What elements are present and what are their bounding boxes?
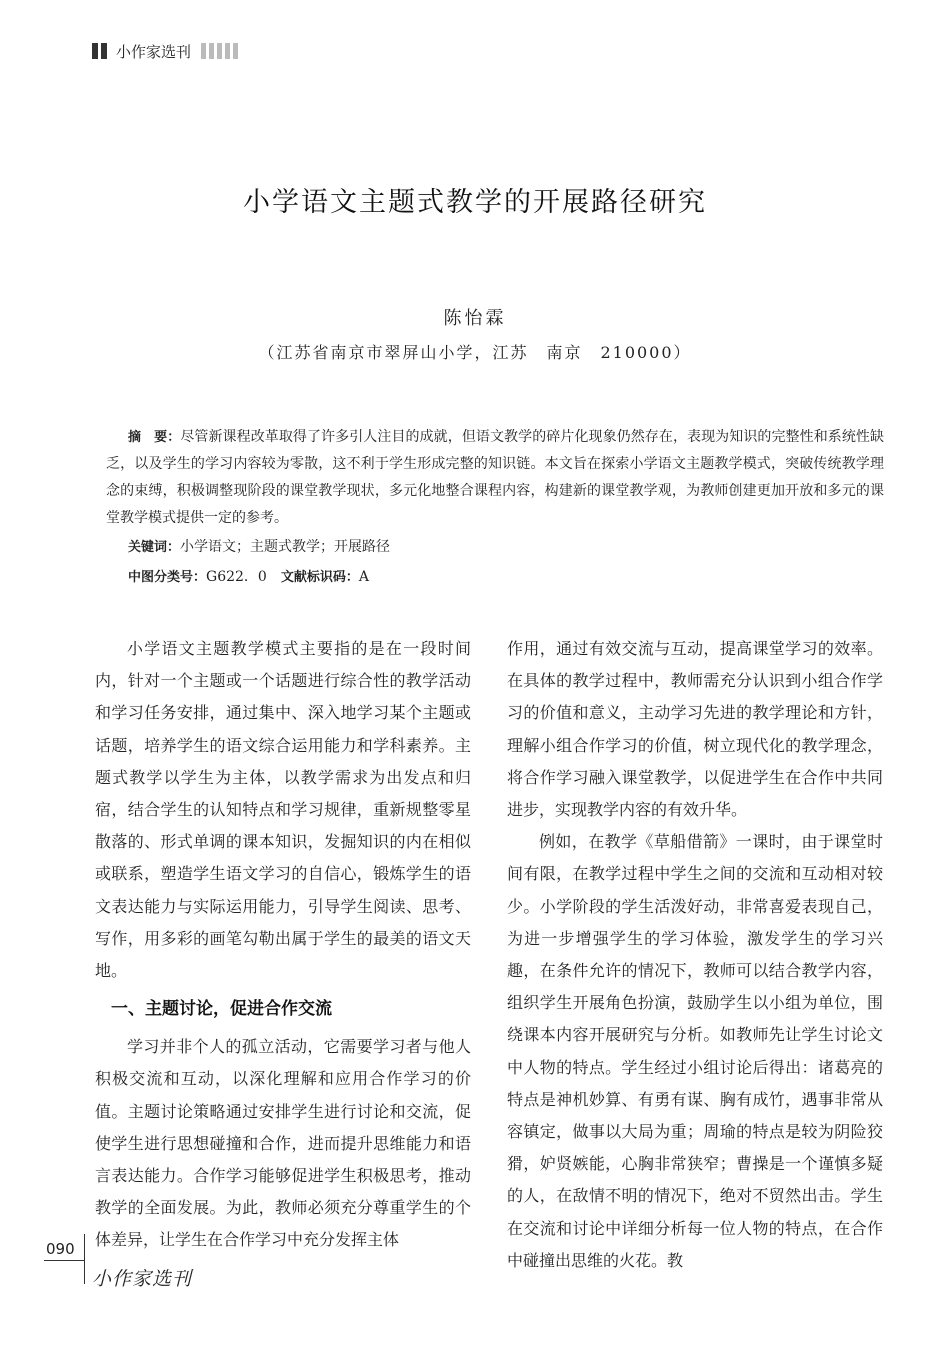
body-paragraph: 学习并非个人的孤立活动，它需要学习者与他人积极交流和互动，以深化理解和应用合作学习的价值。主题讨论策略通过安排学生进行讨论和交流，促使学生进行思想碰撞和合作，进而提升思维能力和语言表达能力。合作学习能够促进学生积极思考，推动教学的全面发展。为此，教师必须充分尊重学生的个体差异，让学生在合作学习中充分发挥主体 [95, 1037, 471, 1250]
abstract-block [106, 424, 884, 592]
abstract-paragraph [106, 424, 884, 532]
footer-divider-horizontal [44, 1260, 84, 1261]
abstract-text: 尽管新课程改革取得了许多引人注目的成就，但语文教学的碎片化现象仍然存在，表现为知识的完整性和系统性缺乏，以及学生的学习内容较为零散，这不利于学生形成完整的知识链。本文旨在探索小学语文主题教学模式，突破传统教学理念的束缚，积极调整现阶段的课堂教学现状，多元化地整合课程内容，构建新的课堂教学观，为教师创建更加开放和多元的课堂教学模式提供一定的参考。 [106, 429, 884, 526]
author-affiliation: （江苏省南京市翠屏山小学，江苏 南京 210000） [258, 343, 692, 362]
clc-code: G622．0 [206, 569, 267, 585]
article-title: 小学语文主题式教学的开展路径研究 [243, 187, 707, 218]
keywords-line [128, 533, 884, 562]
header-bar-icon [225, 43, 230, 59]
header-bar-icon [92, 43, 98, 59]
body-paragraph: 例如，在教学《草船借箭》一课时，由于课堂时间有限，在教学过程中学生之间的交流和互动相对较少。小学阶段的学生活泼好动，非常喜爱表现自己，为进一步增强学生的学习体验，激发学生的学习兴趣，在条件允许的情况下，教师可以结合教学内容，组织学生开展角色扮演，鼓励学生以小组为单位，围绕课本内容开展研究与分析。如教师先让学生讨论文中人物的特点。学生经过小组讨论后得出：诸葛亮的特点是神机妙算、有勇有谋、胸有成竹，遇事非常从容镇定，做事以大局为重；周瑜的特点是较为阴险狡猾，妒贤嫉能，心胸非常狭窄；曹操是一个谨慎多疑的人，在敌情不明的情况下，绝对不贸然出击。学生在交流和讨论中详细分析每一位人物的特点，在合作中碰撞出思维的火花。教 [507, 832, 883, 1270]
body-paragraph: 小学语文主题教学模式主要指的是在一段时间内，针对一个主题或一个话题进行综合性的教学活动和学习任务安排，通过集中、深入地学习某个主题或话题，培养学生的语文综合运用能力和学科素养。主题式教学以学生为主体，以教学需求为出发点和归宿，结合学生的认知特点和学习规律，重新规整零星散落的、形式单调的课本知识，发掘知识的内在相似或联系，塑造学生语文学习的自信心，锻炼学生的语文表达能力与实际运用能力，引导学生阅读、思考、写作，用多彩的画笔勾勒出属于学生的最美的语文天地。 [95, 639, 471, 981]
footer-divider-vertical [84, 1234, 85, 1284]
header-bar-icon [209, 43, 214, 59]
journal-name: 小作家选刊 [116, 42, 192, 61]
body-column-right [507, 633, 883, 1277]
keywords-text: 小学语文；主题式教学；开展路径 [180, 539, 391, 555]
header-bar-icon [101, 43, 107, 59]
journal-logo: 小作家选刊 [92, 1268, 193, 1290]
header-bar-icon [217, 43, 222, 59]
header-bar-icon [233, 43, 238, 59]
section-heading: 一、主题讨论，促进合作交流 [111, 999, 332, 1020]
header-bar-icon [201, 43, 206, 59]
body-paragraph: 作用，通过有效交流与互动，提高课堂学习的效率。在具体的教学过程中，教师需充分认识到小组合作学习的价值和意义，主动学习先进的教学理论和方针，理解小组合作学习的价值，树立现代化的教学理念，将合作学习融入课堂教学，以促进学生在合作中共同进步，实现教学内容的有效升华。 [507, 639, 883, 820]
doc-code: A [358, 569, 369, 585]
author-name: 陈怡霖 [443, 308, 507, 329]
clc-label: 中图分类号： [128, 570, 207, 585]
body-column-left [95, 633, 471, 1257]
doc-code-label: 文献标识码： [280, 570, 359, 585]
keywords-label: 关键词： [128, 540, 181, 555]
running-header [92, 40, 241, 62]
classification-line [128, 563, 884, 592]
page-number: 090 [46, 1240, 75, 1258]
abstract-label: 摘 要： [128, 430, 181, 445]
